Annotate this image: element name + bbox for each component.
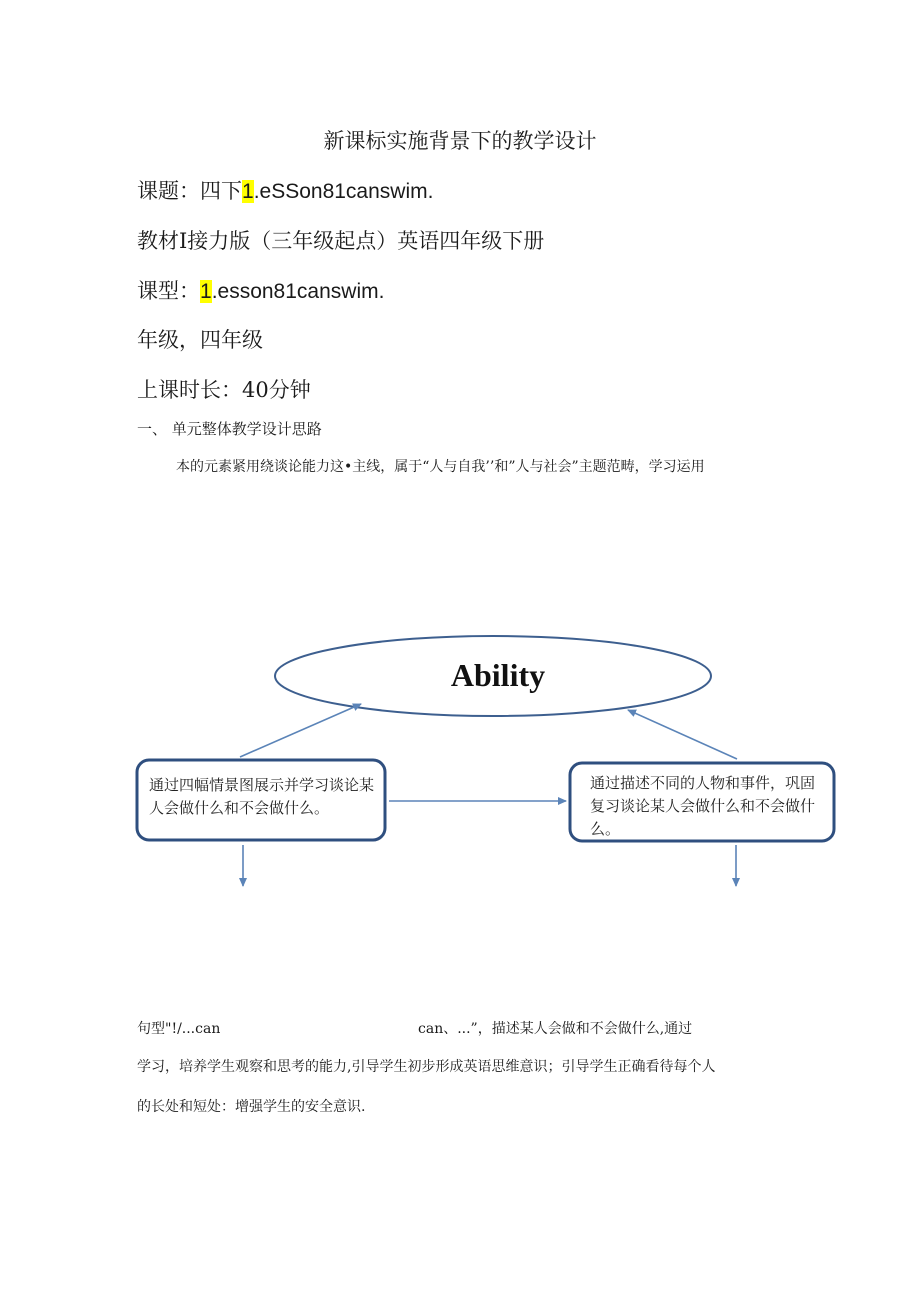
arrow-left-to-ability: [240, 704, 361, 757]
left-box-text: 通过四幅情景图展示并学习谈论某人会做什么和不会做什么。: [149, 776, 375, 817]
textbook-line: 教材I接力版（三年级起点）英语四年级下册: [137, 229, 545, 253]
right-box-text: 通过描述不同的人物和事件，巩固复习谈论某人会做什么和不会做什么。: [590, 774, 816, 838]
topic-title: .eSSon81canswim.: [253, 180, 434, 203]
grade-line: 年级，四年级: [137, 328, 263, 352]
paragraph-line-1: 本的元素紧用绕谈论能力这•主线，属于“人与自我’’和”人与社会”主题范畴，学习运用: [176, 459, 705, 475]
paragraph-line-3: 学习，培养学生观察和思考的能力,引导学生初步形成英语思维意识；引导学生正确看待每个人: [137, 1059, 716, 1075]
paragraph-line-2-left: 句型"!/...can: [137, 1021, 221, 1037]
duration-line: 上课时长：40分钟: [137, 378, 311, 402]
paragraph-line-2-right: can、...”，描述某人会做和不会做什么,通过: [418, 1021, 693, 1037]
lesson-type-highlight: 1: [200, 280, 212, 303]
topic-label: 课题：四下: [137, 179, 242, 203]
lesson-type-title: .esson81canswim.: [211, 280, 385, 303]
lesson-type-label: 课型：: [137, 279, 200, 303]
document-title: 新课标实施背景下的教学设计: [323, 129, 597, 153]
arrow-right-to-ability: [628, 710, 737, 759]
topic-highlight: 1: [242, 180, 254, 203]
paragraph-line-4: 的长处和短处：增强学生的安全意识.: [137, 1099, 366, 1115]
section-heading: 一、 单元整体教学设计思路: [137, 420, 322, 438]
ability-label: Ability: [450, 657, 546, 693]
